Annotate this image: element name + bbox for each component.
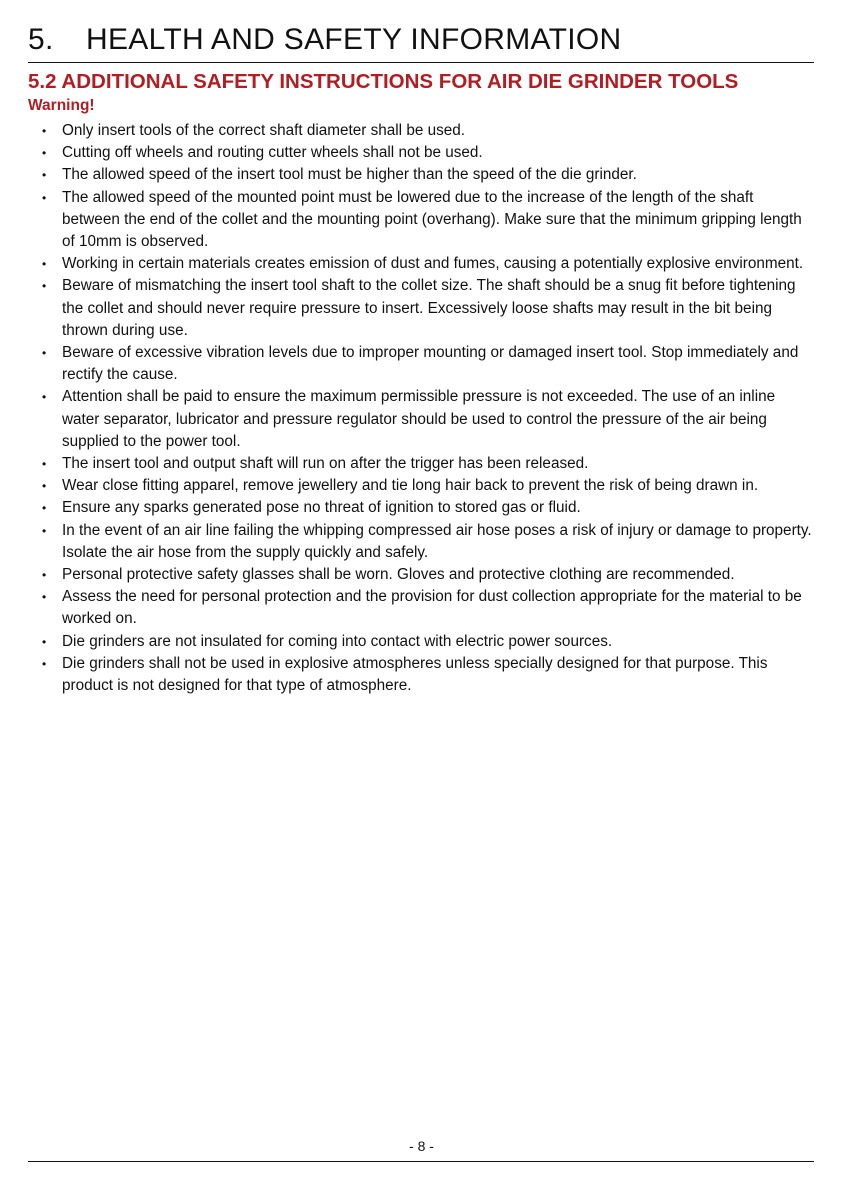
page-title-text: HEALTH AND SAFETY INFORMATION: [86, 23, 622, 56]
list-item: • Attention shall be paid to ensure the maximum permissible pressure is not exceeded. The use of an inline water separator, lubricator and pressure regulator should be used to control the pressure of the air being supplied to the power tool.: [62, 386, 814, 453]
list-item: • In the event of an air line failing the whipping compressed air hose poses a risk of injury or damage to property. Isolate the air hose from the supply quickly and safely.: [62, 520, 814, 564]
page-title: [28, 20, 621, 60]
list-item: • Ensure any sparks generated pose no threat of ignition to stored gas or fluid.: [62, 497, 814, 519]
page-number: - 8 -: [409, 1138, 434, 1154]
footer-divider: [28, 1161, 814, 1162]
list-item: • Wear close fitting apparel, remove jewellery and tie long hair back to prevent the risk of being drawn in.: [62, 475, 814, 497]
list-item: • The allowed speed of the mounted point must be lowered due to the increase of the length of the shaft between the end of the collet and the mounting point (overhang). Make sure that the minimum gripping length of 10mm is observed.: [62, 187, 814, 254]
section-number: 5.: [28, 23, 54, 56]
list-item: • Die grinders shall not be used in explosive atmospheres unless specially designed for that purpose. This product is not designed for that type of atmosphere.: [62, 653, 814, 697]
section-heading: 5.2 ADDITIONAL SAFETY INSTRUCTIONS FOR AIR DIE GRINDER TOOLS: [28, 70, 739, 93]
list-item: • The insert tool and output shaft will run on after the trigger has been released.: [62, 453, 814, 475]
title-divider: [28, 62, 814, 63]
list-item: • Working in certain materials creates emission of dust and fumes, causing a potentially explosive environment.: [62, 253, 814, 275]
list-item: • The allowed speed of the insert tool must be higher than the speed of the die grinder.: [62, 164, 814, 186]
list-item: • Beware of excessive vibration levels due to improper mounting or damaged insert tool. Stop immediately and rectify the cause.: [62, 342, 814, 386]
list-item: • Die grinders are not insulated for coming into contact with electric power sources.: [62, 631, 814, 653]
list-item: • Beware of mismatching the insert tool shaft to the collet size. The shaft should be a snug fit before tightening the collet and should never require pressure to insert. Excessively loose shafts may result in the bit being thrown during use.: [62, 275, 814, 342]
safety-instructions-list: [62, 120, 814, 697]
warning-label: Warning!: [28, 97, 95, 114]
list-item: • Only insert tools of the correct shaft diameter shall be used.: [62, 120, 814, 142]
list-item: • Cutting off wheels and routing cutter wheels shall not be used.: [62, 142, 814, 164]
list-item: • Personal protective safety glasses shall be worn. Gloves and protective clothing are recommended.: [62, 564, 814, 586]
list-item: • Assess the need for personal protection and the provision for dust collection appropriate for the material to be worked on.: [62, 586, 814, 630]
